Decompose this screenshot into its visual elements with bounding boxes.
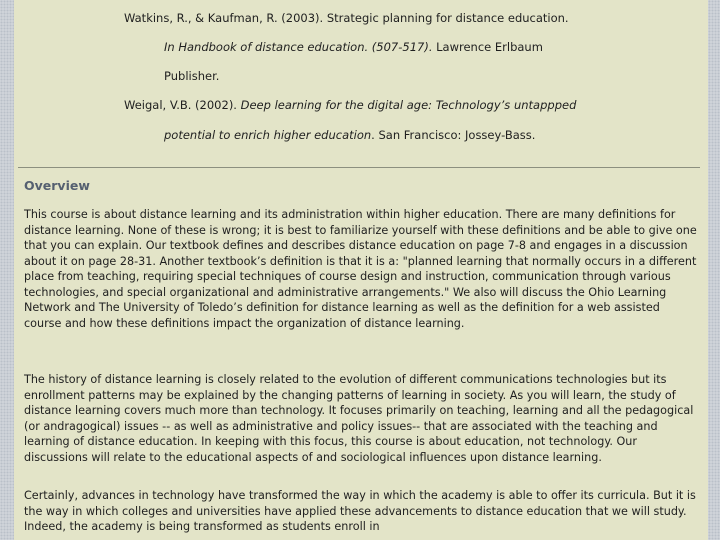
reference-weigal-book-title: Deep learning for the digital age: Technology’s untappped xyxy=(240,98,577,112)
overview-paragraph-1: This course is about distance learning and its administration within higher education. There are many definitions for distance learning. None of these is wrong; it is best to familiarize yourself with these definitions and be able to give one that you can explain. Our textbook defines and describes distance education on page 7-8 and engages in a discussion about it on page 28-31. Another textbook’s definition is that it is a: "planned learning that normally occurs in a different place from teaching, requiring special techniques of course design and instruction, communication through various technologies, and special organizational and administrative arrangements." We also will discuss the Ohio Learning Network and The University of Toledo’s definition for distance learning as well as the definition for a web assisted course and how these definitions impact the organization of distance learning. xyxy=(24,208,697,330)
reference-watkins-line-1 xyxy=(124,11,569,25)
reference-weigal-book-title-cont: potential to enrich higher education xyxy=(164,128,372,142)
reference-watkins-book-title: In Handbook of distance education. (507-517). xyxy=(164,40,433,54)
reference-watkins-publisher: Lawrence Erlbaum xyxy=(432,40,543,54)
reference-weigal-line-1 xyxy=(124,98,576,112)
overview-heading: Overview xyxy=(24,178,90,193)
section-divider xyxy=(18,167,700,168)
reference-watkins-publisher-end: Publisher. xyxy=(164,69,220,83)
reference-weigal-line-2 xyxy=(164,128,535,142)
reference-watkins-line-2 xyxy=(164,40,543,54)
reference-weigal-author: Weigal, V.B. (2002). xyxy=(124,98,241,112)
reference-watkins-citation: Watkins, R., & Kaufman, R. (2003). Strategic planning for distance education. xyxy=(124,11,569,25)
document-page xyxy=(14,0,708,540)
reference-watkins-line-3 xyxy=(164,69,219,83)
reference-weigal-publisher: . San Francisco: Jossey-Bass. xyxy=(371,128,536,142)
overview-paragraph-2: The history of distance learning is closely related to the evolution of different communications technologies but its enrollment patterns may be explained by the changing patterns of learning in society. As you will learn, the study of distance learning covers much more than technology. It focuses primarily on teaching, learning and all the pedagogical (or andragogical) issues -- as well as administrative and policy issues-- that are associated with the teaching and learning of distance education. In keeping with this focus, this course is about education, not technology. Our discussions will relate to the educational aspects of and sociological influences upon distance learning. xyxy=(24,373,694,464)
overview-paragraph-3: Certainly, advances in technology have transformed the way in which the academy is able to offer its curricula. But it is the way in which colleges and universities have applied these advancements to distance education that we will study. Indeed, the academy is being transformed as students enroll in xyxy=(24,489,696,533)
